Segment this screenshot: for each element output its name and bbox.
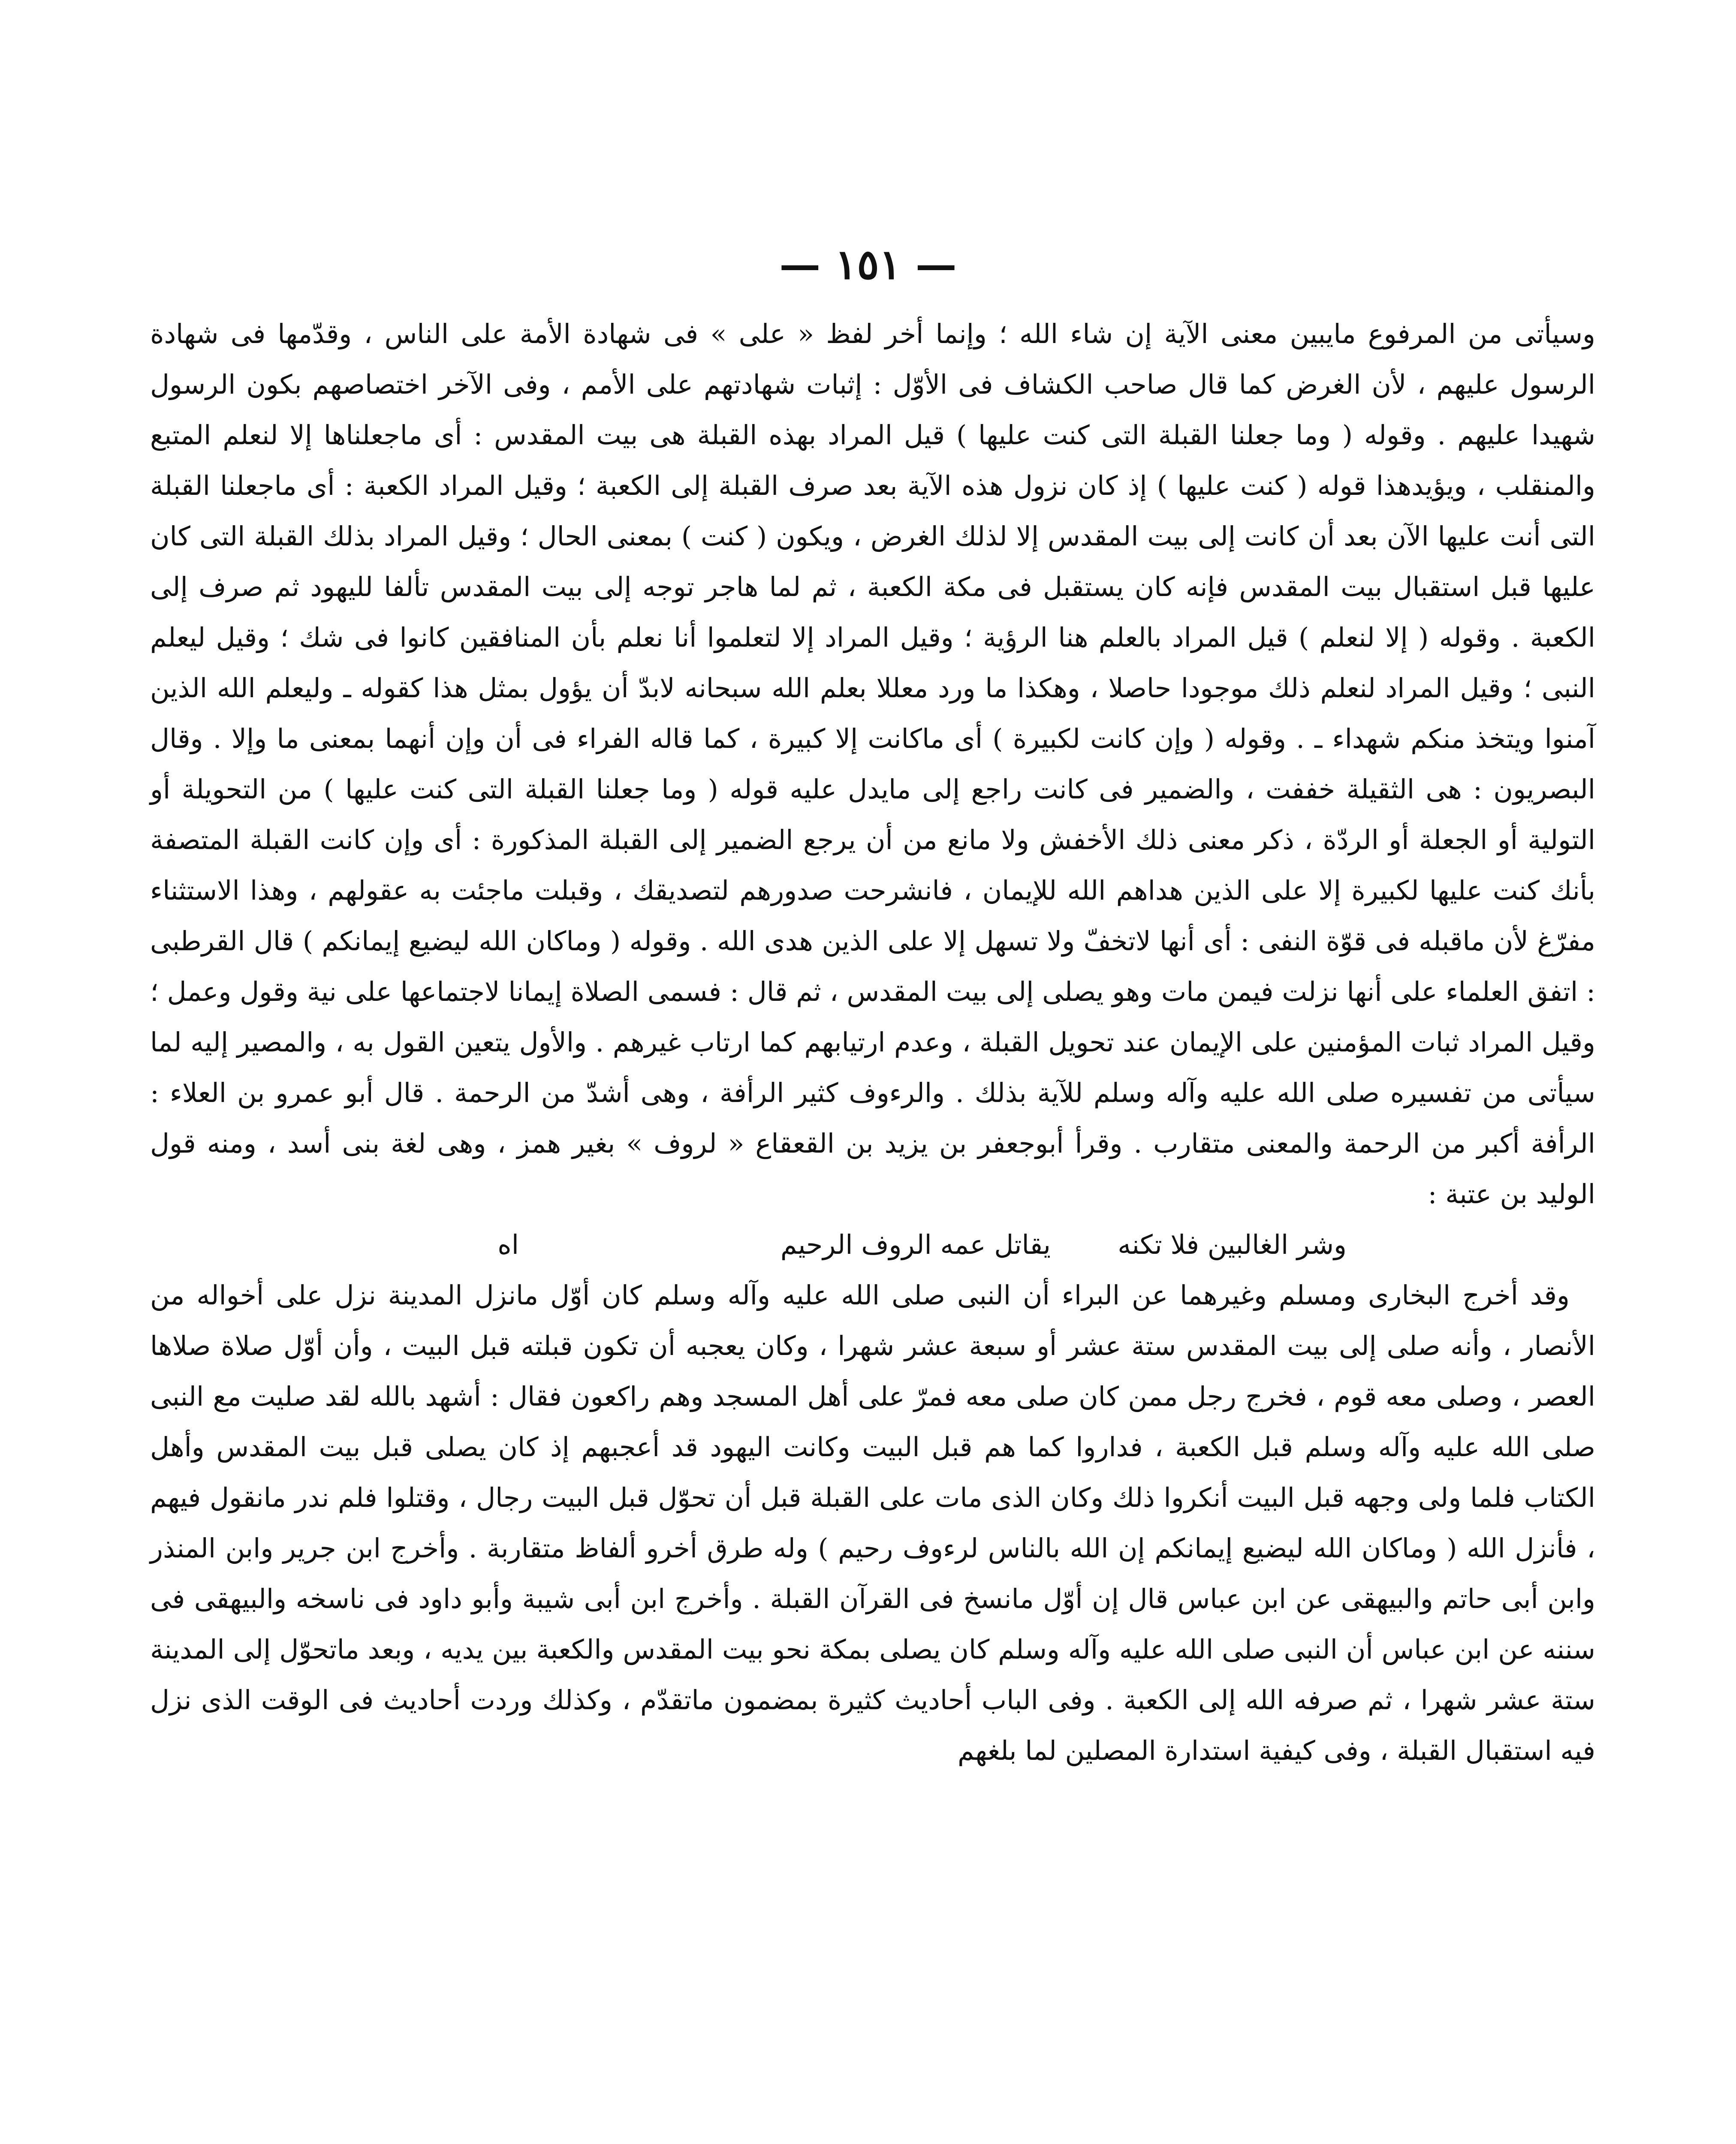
verse-first-hemistich: وشر الغالبين فلا تكنه <box>1118 1229 1347 1260</box>
body-text <box>150 309 1595 1776</box>
paragraph: وقد أخرج البخارى ومسلم وغيرهما عن البراء أن النبى صلى الله عليه وآله وسلم كان أوّل مانزل المدينة نزل على أخواله من الأنصار ، وأنه صلى إلى بيت المقدس ستة عشر أو سبعة عشر شهرا ، وكان يعجبه أن تكون قبلته قبل البيت ، وأن أوّل صلاة صلاها العصر ، وصلى معه قوم ، فخرج رجل ممن كان صلى معه فمرّ على أهل المسجد وهم راكعون فقال : أشهد بالله لقد صليت مع النبى صلى الله عليه وآله وسلم قبل الكعبة ، فداروا كما هم قبل البيت وكانت اليهود قد أعجبهم إذ كان يصلى قبل بيت المقدس وأهل الكتاب فلما ولى وجهه قبل البيت أنكروا ذلك وكان الذى مات على القبلة قبل أن تحوّل قبل البيت رجال ، وقتلوا فلم ندر مانقول فيهم ، فأنزل الله ( وماكان الله ليضيع إيمانكم إن الله بالناس لرءوف رحيم ) وله طرق أخرو ألفاظ متقاربة . وأخرج ابن جرير وابن المنذر وابن أبى حاتم والبيهقى عن ابن عباس قال إن أوّل مانسخ فى القرآن القبلة . وأخرج ابن أبى شيبة وأبو داود فى ناسخه والبيهقى فى سننه عن ابن عباس أن النبى صلى الله عليه وآله وسلم كان يصلى بمكة نحو بيت المقدس والكعبة بين يديه ، وبعد ماتحوّل إلى المدينة ستة عشر شهرا ، ثم صرفه الله إلى الكعبة . وفى الباب أحاديث كثيرة بمضمون ماتقدّم ، وكذلك وردت أحاديث فى الوقت الذى نزل فيه استقبال القبلة ، وفى كيفية استدارة المصلين لما بلغهم <box>150 1280 1595 1766</box>
paragraph: وسيأتى من المرفوع مايبين معنى الآية إن شاء الله ؛ وإنما أخر لفظ « على » فى شهادة الأمة على الناس ، وقدّمها فى شهادة الرسول عليهم ، لأن الغرض كما قال صاحب الكشاف فى الأوّل : إثبات شهادتهم على الأمم ، وفى الآخر اختصاصهم بكون الرسول شهيدا عليهم . وقوله ( وما جعلنا القبلة التى كنت عليها ) قيل المراد بهذه القبلة هى بيت المقدس : أى ماجعلناها إلا لنعلم المتبع والمنقلب ، ويؤيدهذا قوله ( كنت عليها ) إذ كان نزول هذه الآية بعد صرف القبلة إلى الكعبة ؛ وقيل المراد الكعبة : أى ماجعلنا القبلة التى أنت عليها الآن بعد أن كانت إلى بيت المقدس إلا لذلك الغرض ، ويكون ( كنت ) بمعنى الحال ؛ وقيل المراد بذلك القبلة التى كان عليها قبل استقبال بيت المقدس فإنه كان يستقبل فى مكة الكعبة ، ثم لما هاجر توجه إلى بيت المقدس تألفا لليهود ثم صرف إلى الكعبة . وقوله ( إلا لنعلم ) قيل المراد بالعلم هنا الرؤية ؛ وقيل المراد إلا لتعلموا أنا نعلم بأن المنافقين كانوا فى شك ؛ وقيل ليعلم النبى ؛ وقيل المراد لنعلم ذلك موجودا حاصلا ، وهكذا ما ورد معللا بعلم الله سبحانه لابدّ أن يؤول بمثل هذا كقوله ـ وليعلم الله الذين آمنوا ويتخذ منكم شهداء ـ . وقوله ( وإن كانت لكبيرة ) أى ماكانت إلا كبيرة ، كما قاله الفراء فى أن وإن أنهما بمعنى ما وإلا . وقال البصريون : هى الثقيلة خففت ، والضمير فى كانت راجع إلى مايدل عليه قوله ( وما جعلنا القبلة التى كنت عليها ) من التحويلة أو التولية أو الجعلة أو الردّة ، ذكر معنى ذلك الأخفش ولا مانع من أن يرجع الضمير إلى القبلة المذكورة : أى وإن كانت القبلة المتصفة بأنك كنت عليها لكبيرة إلا على الذين هداهم الله للإيمان ، فانشرحت صدورهم لتصديقك ، وقبلت ماجئت به عقولهم ، وهذا الاستثناء مفرّغ لأن ماقبله فى قوّة النفى : أى أنها لاتخفّ ولا تسهل إلا على الذين هدى الله . وقوله ( وماكان الله ليضيع إيمانكم ) قال القرطبى : اتفق العلماء على أنها نزلت فيمن مات وهو يصلى إلى بيت المقدس ، ثم قال : فسمى الصلاة إيمانا لاجتماعها على نية وقول وعمل ؛ وقيل المراد ثبات المؤمنين على الإيمان عند تحويل القبلة ، وعدم ارتيابهم كما ارتاب غيرهم . والأول يتعين القول به ، والمصير إليه لما سيأتى من تفسيره صلى الله عليه وآله وسلم للآية بذلك . والرءوف كثير الرأفة ، وهى أشدّ من الرحمة . قال أبو عمرو بن العلاء : الرأفة أكبر من الرحمة والمعنى متقارب . وقرأ أبوجعفر بن يزيد بن القعقاع « لروف » بغير همز ، وهى لغة بنى أسد ، ومنه قول الوليد بن عتبة : <box>150 318 1595 1210</box>
verse-end-mark: اه <box>497 1229 519 1260</box>
page-number: — ١٥١ — <box>779 240 957 289</box>
poetry-verse <box>150 1220 1595 1270</box>
verse-second-hemistich: يقاتل عمه الروف الرحيم <box>780 1229 1051 1260</box>
